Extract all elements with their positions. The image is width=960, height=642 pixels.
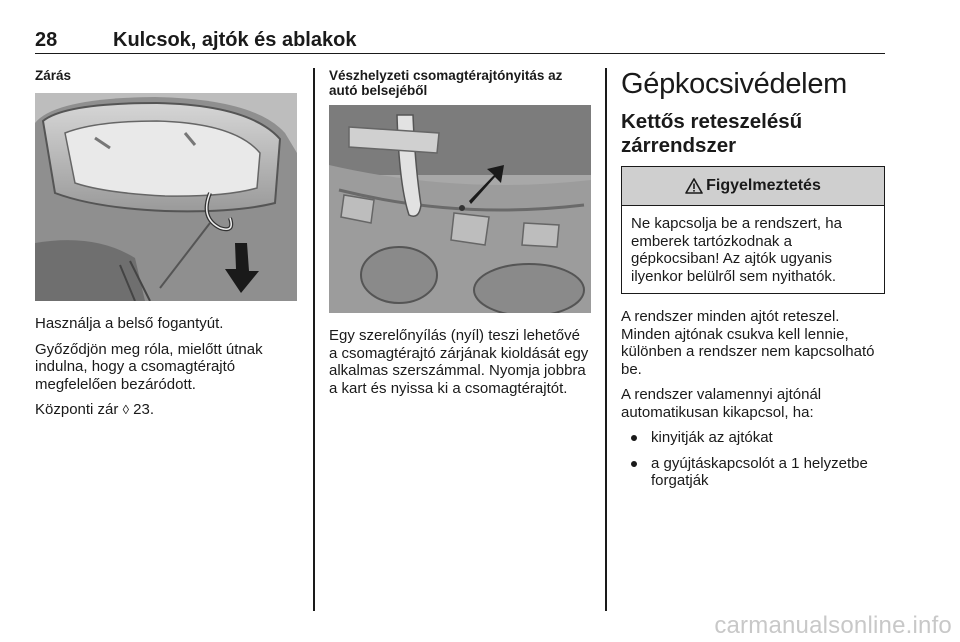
bullet-icon [631,435,637,441]
list-item: a gyújtáskapcsolót a 1 helyzetbe forgatják [621,455,885,490]
reference-page: 23. [133,401,155,418]
emergency-instruction: Egy szerelőnyílás (nyíl) teszi lehetővé a csomagtérajtó zárjának kioldását egy alkalmas szerszámmal. Nyomja jobbra a kart és nyissa ki a csomagtérajtót. [329,327,589,397]
closing-instruction: Használja a belső fogantyút. [35,315,224,332]
reference-label: Központi zár [35,401,119,418]
page-number: 28 [35,29,58,51]
chapter-title: Kulcsok, ajtók és ablakok [113,29,357,51]
bullet-icon [631,461,637,467]
emergency-release-illustration [329,105,591,313]
deactivation-intro: A rendszer valamennyi ajtónál automatikusan kikapcsol, ha: [621,386,822,421]
closing-heading: Zárás [35,68,72,83]
column-closing [35,68,297,427]
warning-box [621,166,885,294]
closing-check-note: Győződjön meg róla, mielőtt útnak indulna, hogy a csomagtérajtó megfelelően bezáródott. [35,340,263,393]
warning-triangle-icon [685,178,703,194]
tailgate-closing-illustration [35,93,297,301]
column-emergency-opening [329,68,591,405]
warning-text: Ne kapcsolja be a rendszert, ha emberek tartózkodnak a gépkocsiban! Az ajtók ugyanis ilyenkor belülről sem nyithatók. [631,215,842,285]
emergency-heading: Vészhelyzeti csomagtérajtónyitás az autó belsejéből [329,68,563,98]
reference-arrow-icon: ◊ [122,402,129,417]
list-item: kinyitják az ajtókat [621,429,885,447]
deactivation-list [621,429,885,490]
central-lock-reference[interactable] [35,401,297,419]
column-divider-1 [313,68,315,611]
system-description: A rendszer minden ajtót reteszel. Minden ajtónak csukva kell lennie, különben a rendszer nem kapcsolható be. [621,308,875,378]
column-vehicle-security [621,68,885,498]
section-subtitle: Kettős reteszelésű zárrendszer [621,110,803,157]
watermark: carmanualsonline.info [714,612,952,639]
warning-label: Figyelmeztetés [706,177,821,194]
page-header [35,27,885,54]
section-title: Gépkocsivédelem [621,68,847,100]
warning-header [622,167,884,206]
column-divider-2 [605,68,607,611]
